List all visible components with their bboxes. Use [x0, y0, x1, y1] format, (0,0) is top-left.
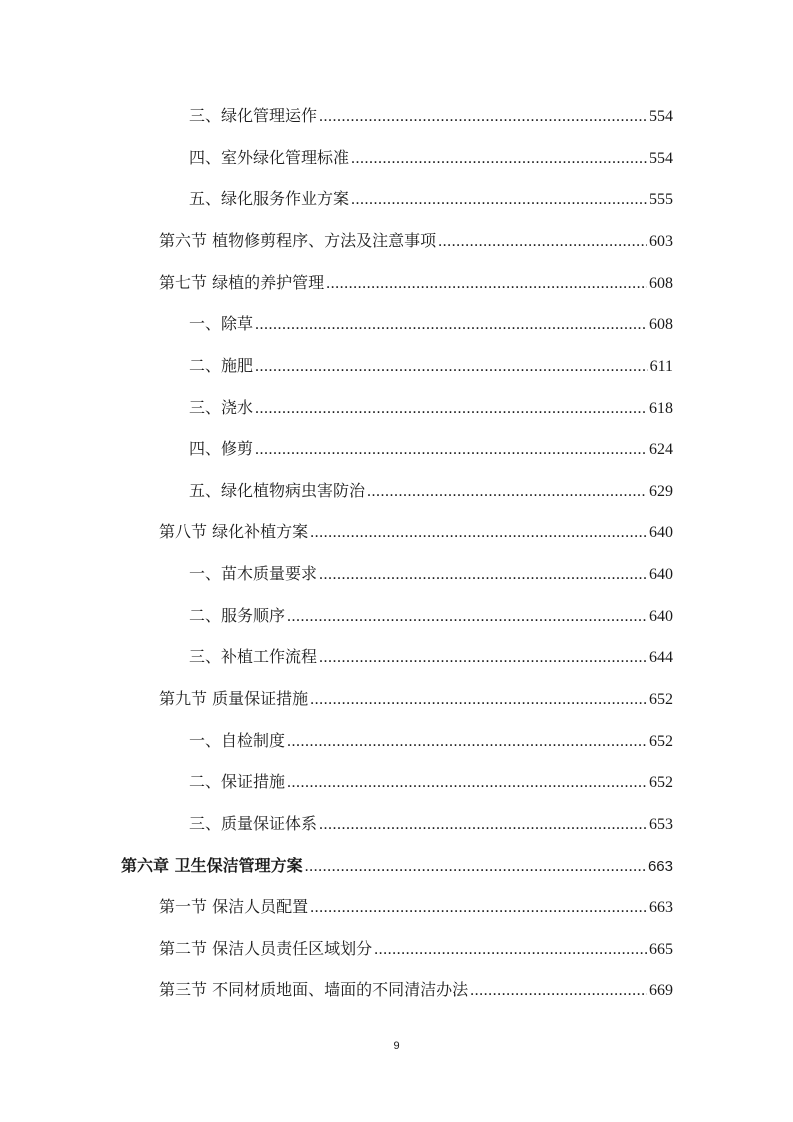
toc-entry-label: 第三节 不同材质地面、墙面的不同清洁办法	[159, 980, 469, 999]
toc-entry[interactable]	[159, 978, 673, 1002]
toc-entry-page: 663	[649, 899, 673, 916]
dot-leader	[367, 480, 647, 504]
toc-entry-page: 608	[649, 316, 673, 333]
toc-entry[interactable]	[159, 687, 673, 711]
dot-leader	[310, 688, 647, 712]
toc-entry-label: 三、质量保证体系	[189, 814, 318, 833]
toc-entry-label: 四、室外绿化管理标准	[189, 148, 350, 167]
toc-entry[interactable]	[189, 645, 673, 669]
toc-entry-label: 五、绿化植物病虫害防治	[189, 481, 366, 500]
toc-entry[interactable]	[159, 895, 673, 919]
dot-leader	[374, 938, 647, 962]
dot-leader	[255, 397, 647, 421]
toc-entry-label: 第八节 绿化补植方案	[159, 522, 309, 541]
dot-leader	[255, 355, 648, 379]
toc-entry-page: 618	[649, 400, 673, 417]
toc-entry-label: 二、施肥	[189, 356, 254, 375]
toc-entry-page: 644	[649, 649, 673, 666]
toc-entry-label: 第九节 质量保证措施	[159, 689, 309, 708]
toc-entry-label: 第二节 保洁人员责任区域划分	[159, 939, 373, 958]
dot-leader	[319, 563, 647, 587]
dot-leader	[319, 813, 647, 837]
dot-leader	[305, 855, 646, 879]
toc-entry[interactable]	[189, 812, 673, 836]
dot-leader	[255, 313, 647, 337]
toc-entry[interactable]	[189, 479, 673, 503]
toc-entry-page: 652	[649, 691, 673, 708]
toc-entry[interactable]	[159, 520, 673, 544]
toc-entry-label: 一、自检制度	[189, 731, 286, 750]
toc-entry[interactable]	[189, 104, 673, 128]
dot-leader	[319, 646, 647, 670]
toc-entry-label: 第六章 卫生保洁管理方案	[121, 856, 303, 875]
toc-entry-label: 二、保证措施	[189, 772, 286, 791]
dot-leader	[255, 438, 647, 462]
toc-entry[interactable]	[159, 229, 673, 253]
dot-leader	[287, 605, 647, 629]
dot-leader	[310, 896, 647, 920]
toc-entry-page: 608	[649, 275, 673, 292]
dot-leader	[287, 730, 647, 754]
toc-entry-label: 三、浇水	[189, 398, 254, 417]
toc-chapter-entry[interactable]	[121, 854, 673, 878]
toc-entry-page: 669	[649, 982, 673, 999]
dot-leader	[351, 188, 647, 212]
toc-entry-page: 624	[649, 441, 673, 458]
toc-entry-label: 第七节 绿植的养护管理	[159, 273, 325, 292]
toc-entry-label: 一、苗木质量要求	[189, 564, 318, 583]
toc-entry[interactable]	[189, 396, 673, 420]
toc-entry-page: 554	[649, 108, 673, 125]
dot-leader	[287, 771, 647, 795]
toc-entry-page: 652	[649, 774, 673, 791]
toc-entry-label: 三、绿化管理运作	[189, 106, 318, 125]
toc-entry-page: 640	[649, 608, 673, 625]
toc-entry-page: 611	[649, 358, 673, 375]
dot-leader	[470, 979, 647, 1003]
toc-entry-label: 五、绿化服务作业方案	[189, 189, 350, 208]
toc-entry[interactable]	[189, 187, 673, 211]
toc-entry[interactable]	[189, 562, 673, 586]
toc-entry-page: 555	[649, 191, 673, 208]
toc-entry-page: 554	[649, 150, 673, 167]
toc-entry-page: 640	[649, 524, 673, 541]
toc-entry-page: 640	[649, 566, 673, 583]
toc-entry[interactable]	[189, 604, 673, 628]
toc-entry[interactable]	[189, 354, 673, 378]
toc-entry-label: 二、服务顺序	[189, 606, 286, 625]
toc-entry-page: 665	[649, 941, 673, 958]
dot-leader	[438, 230, 647, 254]
toc-entry-page: 663	[647, 858, 673, 875]
dot-leader	[351, 147, 647, 171]
toc-entry[interactable]	[189, 312, 673, 336]
toc-entry[interactable]	[189, 437, 673, 461]
toc-entry-page: 603	[649, 233, 673, 250]
toc-entry[interactable]	[189, 729, 673, 753]
dot-leader	[319, 105, 647, 129]
toc-entry-label: 一、除草	[189, 314, 254, 333]
toc-entry-page: 653	[649, 816, 673, 833]
toc-entry-label: 第一节 保洁人员配置	[159, 897, 309, 916]
toc-entry-label: 四、修剪	[189, 439, 254, 458]
toc-entry[interactable]	[189, 770, 673, 794]
toc-entry[interactable]	[159, 937, 673, 961]
toc-entry-label: 第六节 植物修剪程序、方法及注意事项	[159, 231, 437, 250]
dot-leader	[310, 521, 647, 545]
dot-leader	[326, 272, 647, 296]
page-number: 9	[393, 1040, 400, 1052]
toc-entry[interactable]	[189, 146, 673, 170]
toc-entry[interactable]	[159, 271, 673, 295]
toc-entry-label: 三、补植工作流程	[189, 647, 318, 666]
toc-entry-page: 652	[649, 733, 673, 750]
toc-entry-page: 629	[649, 483, 673, 500]
